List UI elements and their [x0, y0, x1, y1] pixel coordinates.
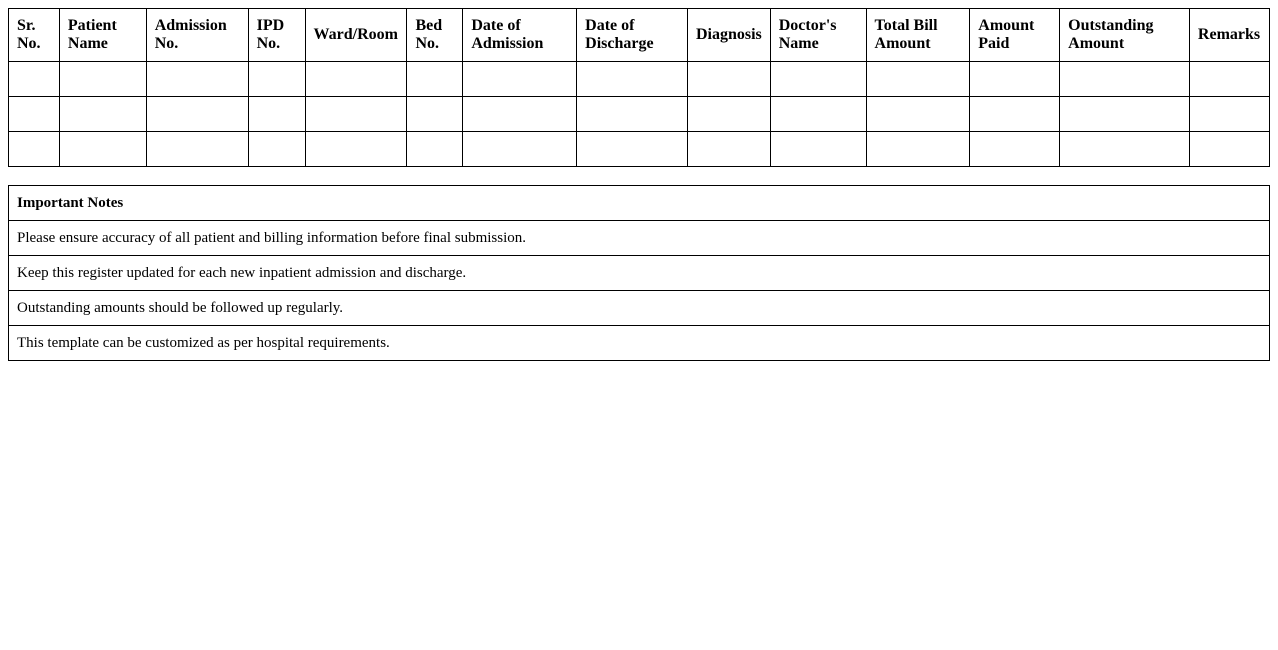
table-cell[interactable] — [463, 62, 577, 97]
note-text: Outstanding amounts should be followed up regularly. — [9, 291, 1270, 326]
table-cell[interactable] — [1189, 97, 1269, 132]
table-cell[interactable] — [687, 132, 770, 167]
table-cell[interactable] — [146, 62, 248, 97]
important-notes-table — [8, 185, 1270, 361]
col-header-patient-name: Patient Name — [59, 9, 146, 62]
table-cell[interactable] — [146, 97, 248, 132]
col-header-admission-no: Admission No. — [146, 9, 248, 62]
table-cell[interactable] — [1060, 132, 1190, 167]
notes-title-row — [9, 186, 1270, 221]
table-cell[interactable] — [463, 97, 577, 132]
table-cell[interactable] — [770, 132, 866, 167]
note-row — [9, 291, 1270, 326]
table-row — [9, 132, 1270, 167]
notes-title: Important Notes — [9, 186, 1270, 221]
col-header-doctors-name: Doctor's Name — [770, 9, 866, 62]
note-text: Keep this register updated for each new inpatient admission and discharge. — [9, 256, 1270, 291]
table-cell[interactable] — [970, 62, 1060, 97]
table-cell[interactable] — [407, 97, 463, 132]
note-row — [9, 256, 1270, 291]
table-cell[interactable] — [577, 62, 688, 97]
table-cell[interactable] — [970, 97, 1060, 132]
col-header-date-of-admission: Date of Admission — [463, 9, 577, 62]
table-cell[interactable] — [866, 97, 970, 132]
table-cell[interactable] — [407, 62, 463, 97]
table-cell[interactable] — [970, 132, 1060, 167]
table-cell[interactable] — [9, 62, 60, 97]
table-cell[interactable] — [305, 97, 407, 132]
col-header-ipd-no: IPD No. — [248, 9, 305, 62]
col-header-outstanding-amount: Outstanding Amount — [1060, 9, 1190, 62]
table-cell[interactable] — [305, 62, 407, 97]
table-cell[interactable] — [1189, 62, 1269, 97]
table-cell[interactable] — [248, 132, 305, 167]
table-cell[interactable] — [463, 132, 577, 167]
header-row — [9, 9, 1270, 62]
col-header-bed-no: Bed No. — [407, 9, 463, 62]
table-cell[interactable] — [687, 97, 770, 132]
table-cell[interactable] — [248, 62, 305, 97]
table-cell[interactable] — [1189, 132, 1269, 167]
col-header-ward-room: Ward/Room — [305, 9, 407, 62]
table-cell[interactable] — [59, 132, 146, 167]
table-cell[interactable] — [1060, 62, 1190, 97]
note-row — [9, 221, 1270, 256]
table-cell[interactable] — [687, 62, 770, 97]
table-cell[interactable] — [407, 132, 463, 167]
table-cell[interactable] — [577, 132, 688, 167]
table-cell[interactable] — [59, 62, 146, 97]
table-cell[interactable] — [577, 97, 688, 132]
col-header-amount-paid: Amount Paid — [970, 9, 1060, 62]
note-text: This template can be customized as per hospital requirements. — [9, 326, 1270, 361]
col-header-sr-no: Sr. No. — [9, 9, 60, 62]
table-cell[interactable] — [866, 132, 970, 167]
table-cell[interactable] — [146, 132, 248, 167]
table-cell[interactable] — [305, 132, 407, 167]
table-row — [9, 62, 1270, 97]
note-text: Please ensure accuracy of all patient and billing information before final submission. — [9, 221, 1270, 256]
col-header-total-bill-amount: Total Bill Amount — [866, 9, 970, 62]
table-cell[interactable] — [248, 97, 305, 132]
table-cell[interactable] — [1060, 97, 1190, 132]
note-row — [9, 326, 1270, 361]
col-header-remarks: Remarks — [1189, 9, 1269, 62]
table-cell[interactable] — [59, 97, 146, 132]
table-cell[interactable] — [9, 97, 60, 132]
table-row — [9, 97, 1270, 132]
patient-register-table — [8, 8, 1270, 167]
table-cell[interactable] — [866, 62, 970, 97]
table-cell[interactable] — [770, 62, 866, 97]
col-header-date-of-discharge: Date of Discharge — [577, 9, 688, 62]
col-header-diagnosis: Diagnosis — [687, 9, 770, 62]
table-cell[interactable] — [9, 132, 60, 167]
register-body — [9, 62, 1270, 167]
table-cell[interactable] — [770, 97, 866, 132]
